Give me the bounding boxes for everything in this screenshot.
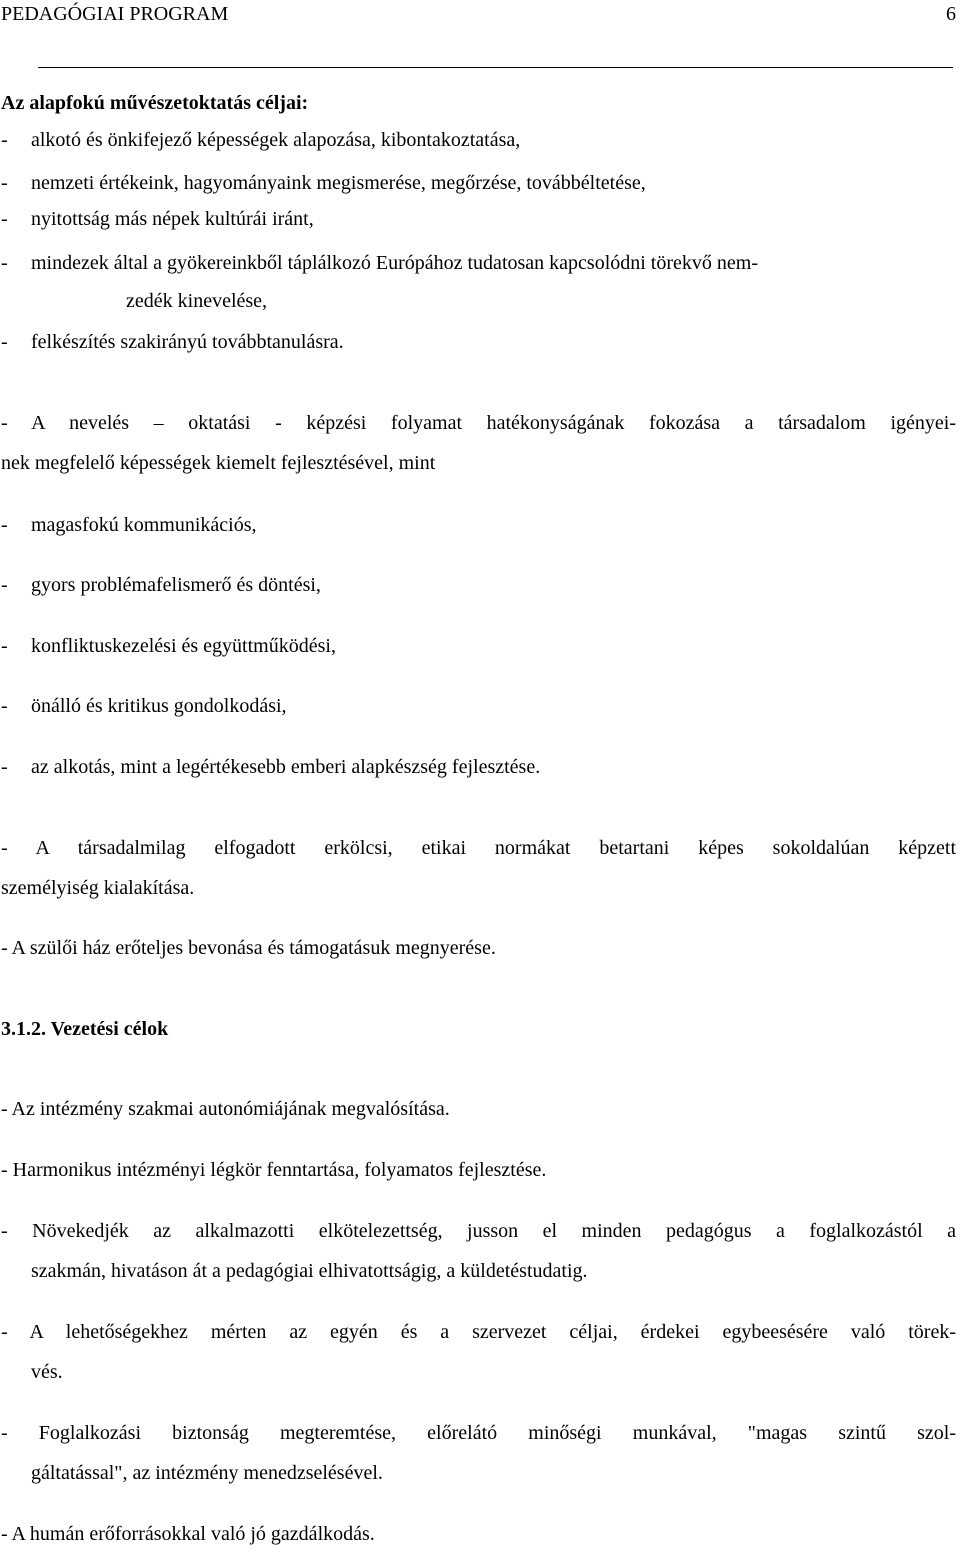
list-item: - magasfokú kommunikációs, [1, 514, 257, 536]
list-item: - A lehetőségekhez mérten az egyén és a szervezet céljai, érdekei egybeesésére való törek- [1, 1321, 956, 1343]
list-item-continuation: vés. [31, 1361, 63, 1383]
list-item-continuation: zedék kinevelése, [126, 290, 268, 312]
paragraph-line: személyiség kialakítása. [1, 877, 195, 899]
page-header [1, 3, 956, 25]
list-item: - az alkotás, mint a legértékesebb emberi alapkészség fejlesztése. [1, 756, 541, 778]
list-item: - Az intézmény szakmai autonómiájának megvalósítása. [1, 1098, 450, 1120]
paragraph-line: - A nevelés – oktatási - képzési folyamat hatékonyságának fokozása a társadalom igényei- [1, 412, 956, 434]
section-heading: 3.1.2. Vezetési célok [1, 1018, 169, 1040]
list-item: - önálló és kritikus gondolkodási, [1, 695, 287, 717]
list-item: - Foglalkozási biztonság megteremtése, előrelátó minőségi munkával, "magas szintű szol- [1, 1422, 956, 1444]
page-number: 6 [946, 3, 956, 25]
list-item: - Növekedjék az alkalmazotti elkötelezettség, jusson el minden pedagógus a foglalkozástól a [1, 1220, 956, 1242]
paragraph-line: - A szülői ház erőteljes bevonása és támogatásuk megnyerése. [1, 937, 496, 959]
list-item: - nemzeti értékeink, hagyományaink megismerése, megőrzése, továbbéltetése, [1, 172, 646, 194]
paragraph-line: nek megfelelő képességek kiemelt fejlesztésével, mint [1, 452, 436, 474]
list-item: - gyors problémafelismerő és döntési, [1, 574, 321, 596]
list-item-continuation: gáltatással", az intézmény menedzselésével. [31, 1462, 383, 1484]
section-title: Az alapfokú művészetoktatás céljai: [1, 92, 309, 114]
header-title: PEDAGÓGIAI PROGRAM [1, 3, 229, 25]
list-item: - felkészítés szakirányú továbbtanulásra. [1, 331, 344, 353]
list-item: - alkotó és önkifejező képességek alapozása, kibontakoztatása, [1, 129, 521, 151]
list-item: - konfliktuskezelési és együttműködési, [1, 635, 336, 657]
header-rule [38, 67, 953, 68]
list-item: - A humán erőforrásokkal való jó gazdálkodás. [1, 1523, 375, 1545]
list-item-continuation: szakmán, hivatáson át a pedagógiai elhivatottságig, a küldetéstudatig. [31, 1260, 588, 1282]
list-item: - Harmonikus intézményi légkör fenntartása, folyamatos fejlesztése. [1, 1159, 547, 1181]
list-item: - mindezek által a gyökereinkből táplálkozó Európához tudatosan kapcsolódni törekvő nem- [1, 252, 758, 274]
list-item: - nyitottság más népek kultúrái iránt, [1, 208, 314, 230]
paragraph-line: - A társadalmilag elfogadott erkölcsi, etikai normákat betartani képes sokoldalúan képzett [1, 837, 956, 859]
